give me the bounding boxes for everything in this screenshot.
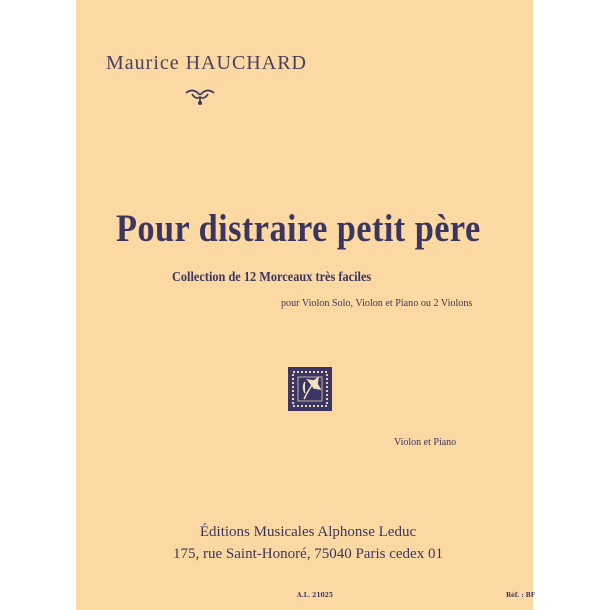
reference-code: Réf. : BF [506,592,535,599]
subtitle: Collection de 12 Morceaux très faciles [172,270,372,285]
catalog-number: A.L. 21025 [297,592,334,599]
flower-emblem-icon [288,367,332,411]
score-cover [76,0,533,610]
page-title: Pour distraire petit père [116,207,481,250]
publisher-address: 175, rue Saint-Honoré, 75040 Paris cedex 01 [173,546,443,562]
edition-label: Violon et Piano [394,437,457,448]
publisher-name: Éditions Musicales Alphonse Leduc [199,524,417,540]
composer-name: Maurice HAUCHARD [106,52,307,74]
ornament-icon [184,88,216,110]
instrumentation: pour Violon Solo, Violon et Piano ou 2 Violons [281,297,473,309]
